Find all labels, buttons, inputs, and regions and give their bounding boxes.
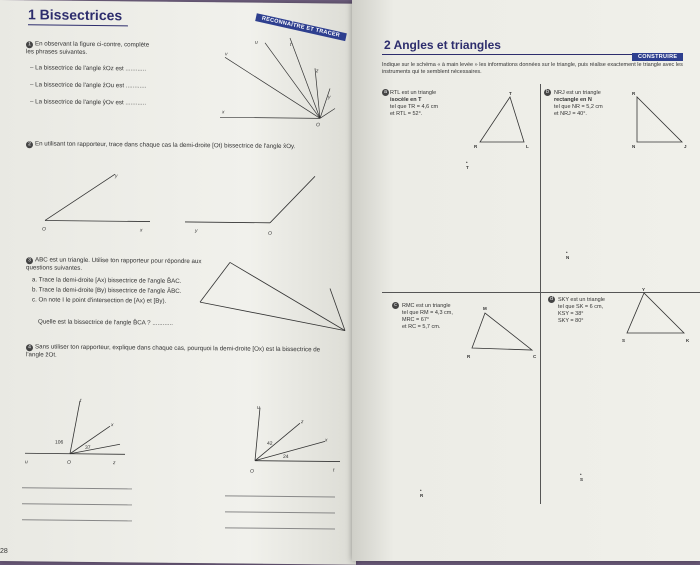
box-a-label-l: L — [526, 144, 529, 149]
box-b-tag — [544, 89, 553, 96]
box-d-start-point: • S — [580, 472, 584, 482]
ex4-fig2-angle-1: 42 — [267, 440, 273, 447]
right-page — [352, 0, 700, 561]
box-a-tag-label: a — [382, 89, 389, 96]
ex2-text — [26, 140, 316, 151]
answer-line — [22, 519, 132, 521]
ex1-item-3: – La bissectrice de l'angle ŷOv est ............ — [30, 98, 147, 107]
box-c-text — [402, 303, 453, 331]
section-title-angles-triangles: 2 Angles et triangles — [384, 38, 501, 52]
ex2-fig2-y: y — [195, 228, 198, 235]
ex4-fig1-t: t — [80, 397, 82, 404]
box-b-label-r: R — [632, 91, 636, 96]
ex3-item-c: c. On note I le point d'intersection de [Ax) et [By). — [32, 296, 167, 305]
right-intro: Indique sur le schéma « à main levée » les informations données sur le triangle, puis réalise exactement le triangle avec les instruments qui te semblent nécessaires. — [382, 62, 683, 75]
box-a-label-r: R — [474, 144, 478, 149]
ex2-fig1-o: O — [42, 226, 46, 233]
box-b-label-j: J — [684, 144, 687, 149]
box-c-point-label: R — [420, 493, 424, 498]
box-b-point-label: N — [566, 255, 570, 260]
ex4-figure-2 — [245, 403, 345, 484]
box-b-line-1: NRJ est un triangle — [554, 90, 601, 96]
fig1-label-z: z — [316, 68, 319, 75]
answer-line — [225, 495, 335, 497]
section-title-bissectrices: 1 Bissectrices — [28, 6, 123, 24]
answer-line — [225, 527, 335, 529]
ex4-fig2-x: x — [325, 437, 328, 444]
box-d-label-s: S — [622, 338, 626, 343]
title-underline — [28, 24, 128, 26]
box-c-start-point: • R — [420, 488, 424, 498]
ex4-fig1-u: u — [25, 459, 28, 466]
fig1-label-x: x — [222, 109, 225, 116]
ex3-intro-text: ABC est un triangle. Utilise ton rapporteur pour répondre aux questions suivantes. — [26, 256, 202, 272]
ex4-text — [26, 343, 336, 362]
box-d-label-k: K — [686, 338, 690, 343]
box-c-sketch — [467, 308, 542, 363]
answer-line — [225, 511, 335, 513]
fig1-label-t: t — [290, 42, 292, 49]
box-d-line-4: SKY = 80° — [558, 318, 584, 324]
box-b-line-2: rectangle en N — [554, 97, 592, 103]
ex3-number: 3 — [26, 257, 33, 264]
ex4-fig1-o: O — [67, 459, 71, 466]
ex3-triangle — [100, 256, 350, 339]
ex1-number: 1 — [26, 41, 33, 48]
box-c-tag-label: c — [392, 302, 399, 309]
ex2-number: 2 — [26, 141, 33, 148]
ex1-item-1: – La bissectrice de l'angle x̂Oz est ............ — [30, 64, 147, 73]
box-c-line-2: tel que RM = 4,3 cm, — [402, 310, 453, 316]
box-d-point-label: S — [580, 477, 584, 482]
box-a-line-4: et RTL = 52°. — [390, 111, 423, 117]
ex4-fig2-z: z — [301, 419, 304, 426]
box-d-line-2: tel que SK = 6 cm, — [558, 304, 604, 310]
box-c-line-4: et RC = 5,7 cm. — [402, 324, 441, 330]
ex4-number: 4 — [26, 344, 33, 351]
ex4-fig2-o: O — [250, 468, 254, 475]
ex2-text-content: En utilisant ton rapporteur, trace dans chaque cas la demi-droite [Ot) bissectrice de l'angle x̂Oy. — [35, 140, 296, 151]
box-a-start-point: • T — [466, 160, 469, 170]
box-b-label-n: N — [632, 144, 636, 149]
box-b-text — [554, 90, 603, 118]
box-a-sketch — [472, 92, 532, 152]
grid-divider-vertical — [540, 84, 541, 504]
ex4-fig1-x: x — [111, 422, 114, 429]
box-c-line-3: MRC = 67° — [402, 317, 430, 323]
ex1-intro-text: En observant la figure ci-contre, complète les phrases suivantes. — [26, 40, 150, 56]
box-a-text — [390, 90, 438, 118]
box-b-line-4: et NRJ = 40°. — [554, 111, 587, 117]
ex4-fig2-u: u — [257, 404, 260, 411]
box-b-sketch — [632, 92, 692, 152]
page-number-left: 28 — [0, 548, 8, 555]
ex2-figures — [40, 168, 300, 241]
ex1-figure — [210, 37, 340, 128]
ex2-fig2-o: O — [268, 230, 272, 237]
ex4-fig1-z: z — [113, 460, 116, 467]
ex1-item-2: – La bissectrice de l'angle ẑOu est ............ — [30, 81, 147, 90]
box-a-line-1: RTL est un triangle — [390, 90, 437, 96]
ribbon-reconnaitre: RECONNAÎTRE ET TRACER — [255, 13, 346, 41]
box-d-label-y: Y — [642, 287, 646, 292]
ex4-fig1-angle-1: 106 — [55, 439, 64, 446]
fig1-label-v: v — [225, 51, 228, 58]
ex4-fig2-angle-2: 24 — [283, 453, 289, 461]
ex4-fig1-angle-2: 37 — [85, 444, 91, 451]
box-c-label-r: R — [467, 354, 471, 359]
ex4-figure-1 — [25, 395, 135, 476]
box-d-tag-label: d — [548, 296, 555, 303]
box-b-tag-label: b — [544, 89, 551, 96]
box-d-line-1: SKY est un triangle — [558, 297, 605, 303]
ex4-fig2-t: t — [333, 467, 335, 474]
fig1-label-o: O — [316, 122, 320, 129]
box-c-label-m: M — [483, 306, 487, 311]
fig1-label-u: u — [255, 39, 258, 46]
ex4-text-content: Sans utiliser ton rapporteur, explique dans chaque cas, pourquoi la demi-droite [Ox) est la bissectrice de l'angle ẑOt. — [26, 343, 321, 359]
box-d-text — [558, 297, 605, 325]
box-a-point-label: T — [466, 165, 469, 170]
box-c-label-c: C — [533, 354, 537, 359]
box-b-start-point: • N — [566, 250, 570, 260]
box-c-tag — [392, 302, 401, 309]
answer-line — [22, 487, 132, 489]
ex2-fig1-y: y — [115, 173, 118, 180]
box-d-tag — [548, 296, 557, 303]
box-b-line-3: tel que NR = 5,2 cm — [554, 104, 603, 110]
ex3-question: Quelle est la bissectrice de l'angle B̂CA ? ............ — [38, 318, 173, 327]
box-a-line-2: isocèle en T — [390, 97, 422, 103]
ex2-fig1-x: x — [140, 227, 143, 234]
ex1-intro — [26, 40, 156, 57]
answer-line — [22, 503, 132, 505]
box-d-sketch — [622, 288, 697, 343]
fig1-label-y: y — [328, 94, 331, 101]
ex3-item-b: b. Trace la demi-droite [By) bissectrice de l'angle ÂBC. — [32, 286, 182, 295]
ex3-item-a: a. Trace la demi-droite [Ax) bissectrice de l'angle B̂AC. — [32, 276, 182, 285]
box-a-tag — [382, 89, 391, 96]
box-a-label-t: T — [509, 91, 512, 96]
box-a-line-3: tel que TR = 4,6 cm — [390, 104, 439, 110]
box-d-line-3: KSY = 38° — [558, 311, 584, 317]
box-c-line-1: RMC est un triangle — [402, 303, 451, 309]
ribbon-construire: CONSTRUIRE — [632, 53, 683, 61]
